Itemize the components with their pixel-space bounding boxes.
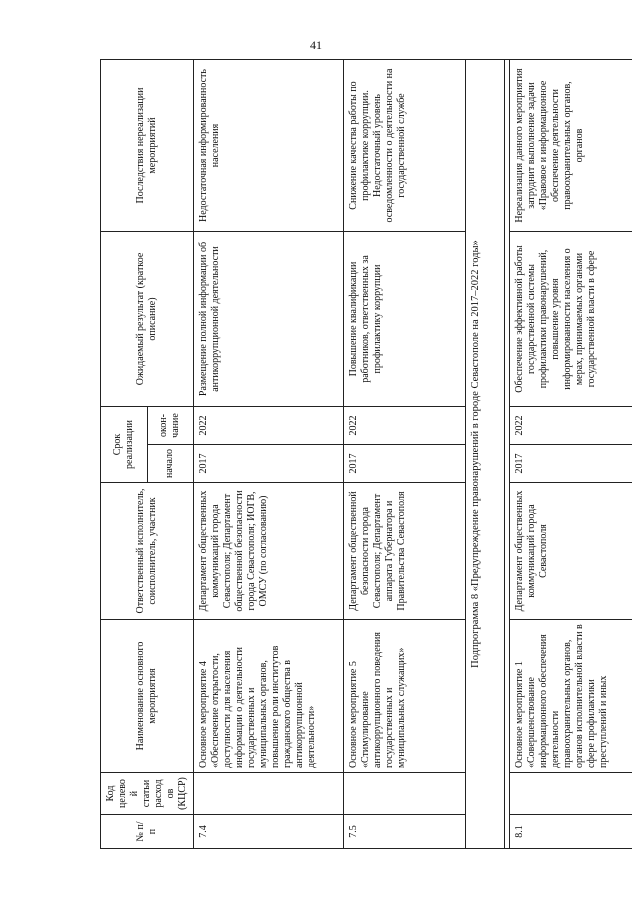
row-num: 8.1 xyxy=(510,815,632,849)
measures-table xyxy=(100,59,632,849)
header-period: Срок реализации xyxy=(101,407,148,483)
rotated-table-container xyxy=(100,60,627,849)
header-executor: Ответственный исполнитель, соисполнитель, участник xyxy=(101,483,194,620)
subprogram-row xyxy=(466,60,505,849)
row-kcsr xyxy=(344,773,466,815)
header-name: Наименование основного мероприятия xyxy=(101,620,194,773)
row-consequences: Нереализация данного мероприятия затруднит выполнение задачи «Правовое и информационное обеспечение деятельности правоохранительных органов, органов xyxy=(510,60,632,232)
row-consequences: Недостаточная информированность населения xyxy=(194,60,344,232)
page-number: 41 xyxy=(310,38,322,52)
header-kcsr: Код целевой статьи расходов (КЦСР) xyxy=(101,773,194,815)
table-row xyxy=(344,60,466,849)
row-name: Основное мероприятие 5 «Стимулирование антикоррупционного поведения государственных и муниципальных служащих» xyxy=(344,620,466,773)
row-end: 2022 xyxy=(344,407,466,445)
row-kcsr xyxy=(194,773,344,815)
row-executor: Департамент общественной безопасности города Севастополя; Департамент аппарата Губернатора и Правительства Севастополя xyxy=(344,483,466,620)
row-executor: Департамент общественных коммуникаций города Севастополя; Департамент общественной безопасности города Севастополя; ИОГВ, ОМСУ (по согласованию) xyxy=(194,483,344,620)
header-result: Ожидаемый результат (краткое описание) xyxy=(101,232,194,407)
table-row xyxy=(194,60,344,849)
row-end: 2022 xyxy=(510,407,632,445)
row-kcsr xyxy=(510,773,632,815)
row-end: 2022 xyxy=(194,407,344,445)
header-end: окон-чание xyxy=(147,407,194,445)
row-num: 7.5 xyxy=(344,815,466,849)
row-consequences: Снижение качества работы по профилактике коррупции. Недостаточный уровень осведомленности о деятельности на государственной службе xyxy=(344,60,466,232)
row-name: Основное мероприятие 1 «Совершенствование информационного обеспечения деятельности правоохранительных органов, органов исполнительной власти в сфере профилактики преступлений и иных xyxy=(510,620,632,773)
row-result: Повышение квалификации работников, ответственных за профилактику коррупции xyxy=(344,232,466,407)
row-start: 2017 xyxy=(194,445,344,483)
header-consequences: Последствия нереализации мероприятий xyxy=(101,60,194,232)
header-start: начало xyxy=(147,445,194,483)
header-num: № п/п xyxy=(101,815,194,849)
row-start: 2017 xyxy=(344,445,466,483)
table-row xyxy=(510,60,632,849)
row-name: Основное мероприятие 4 «Обеспечение открытости, доступности для населения информации о деятельности государственных и муниципальных органов, повышение роли институтов гражданского общества в антикоррупционной деятельности» xyxy=(194,620,344,773)
row-num: 7.4 xyxy=(194,815,344,849)
row-result: Обеспечение эффективной работы государственной системы профилактики правонарушений, повышение уровня информированности населения о мерах, принимаемых органами государственной власти в сфере xyxy=(510,232,632,407)
row-result: Размещение полной информации об антикоррупционной деятельности xyxy=(194,232,344,407)
row-start: 2017 xyxy=(510,445,632,483)
row-executor: Департамент общественных коммуникаций города Севастополя xyxy=(510,483,632,620)
subprogram-title: Подпрограмма 8 «Предупреждение правонарушений в городе Севастополе на 2017–2022 годы» xyxy=(466,60,505,849)
